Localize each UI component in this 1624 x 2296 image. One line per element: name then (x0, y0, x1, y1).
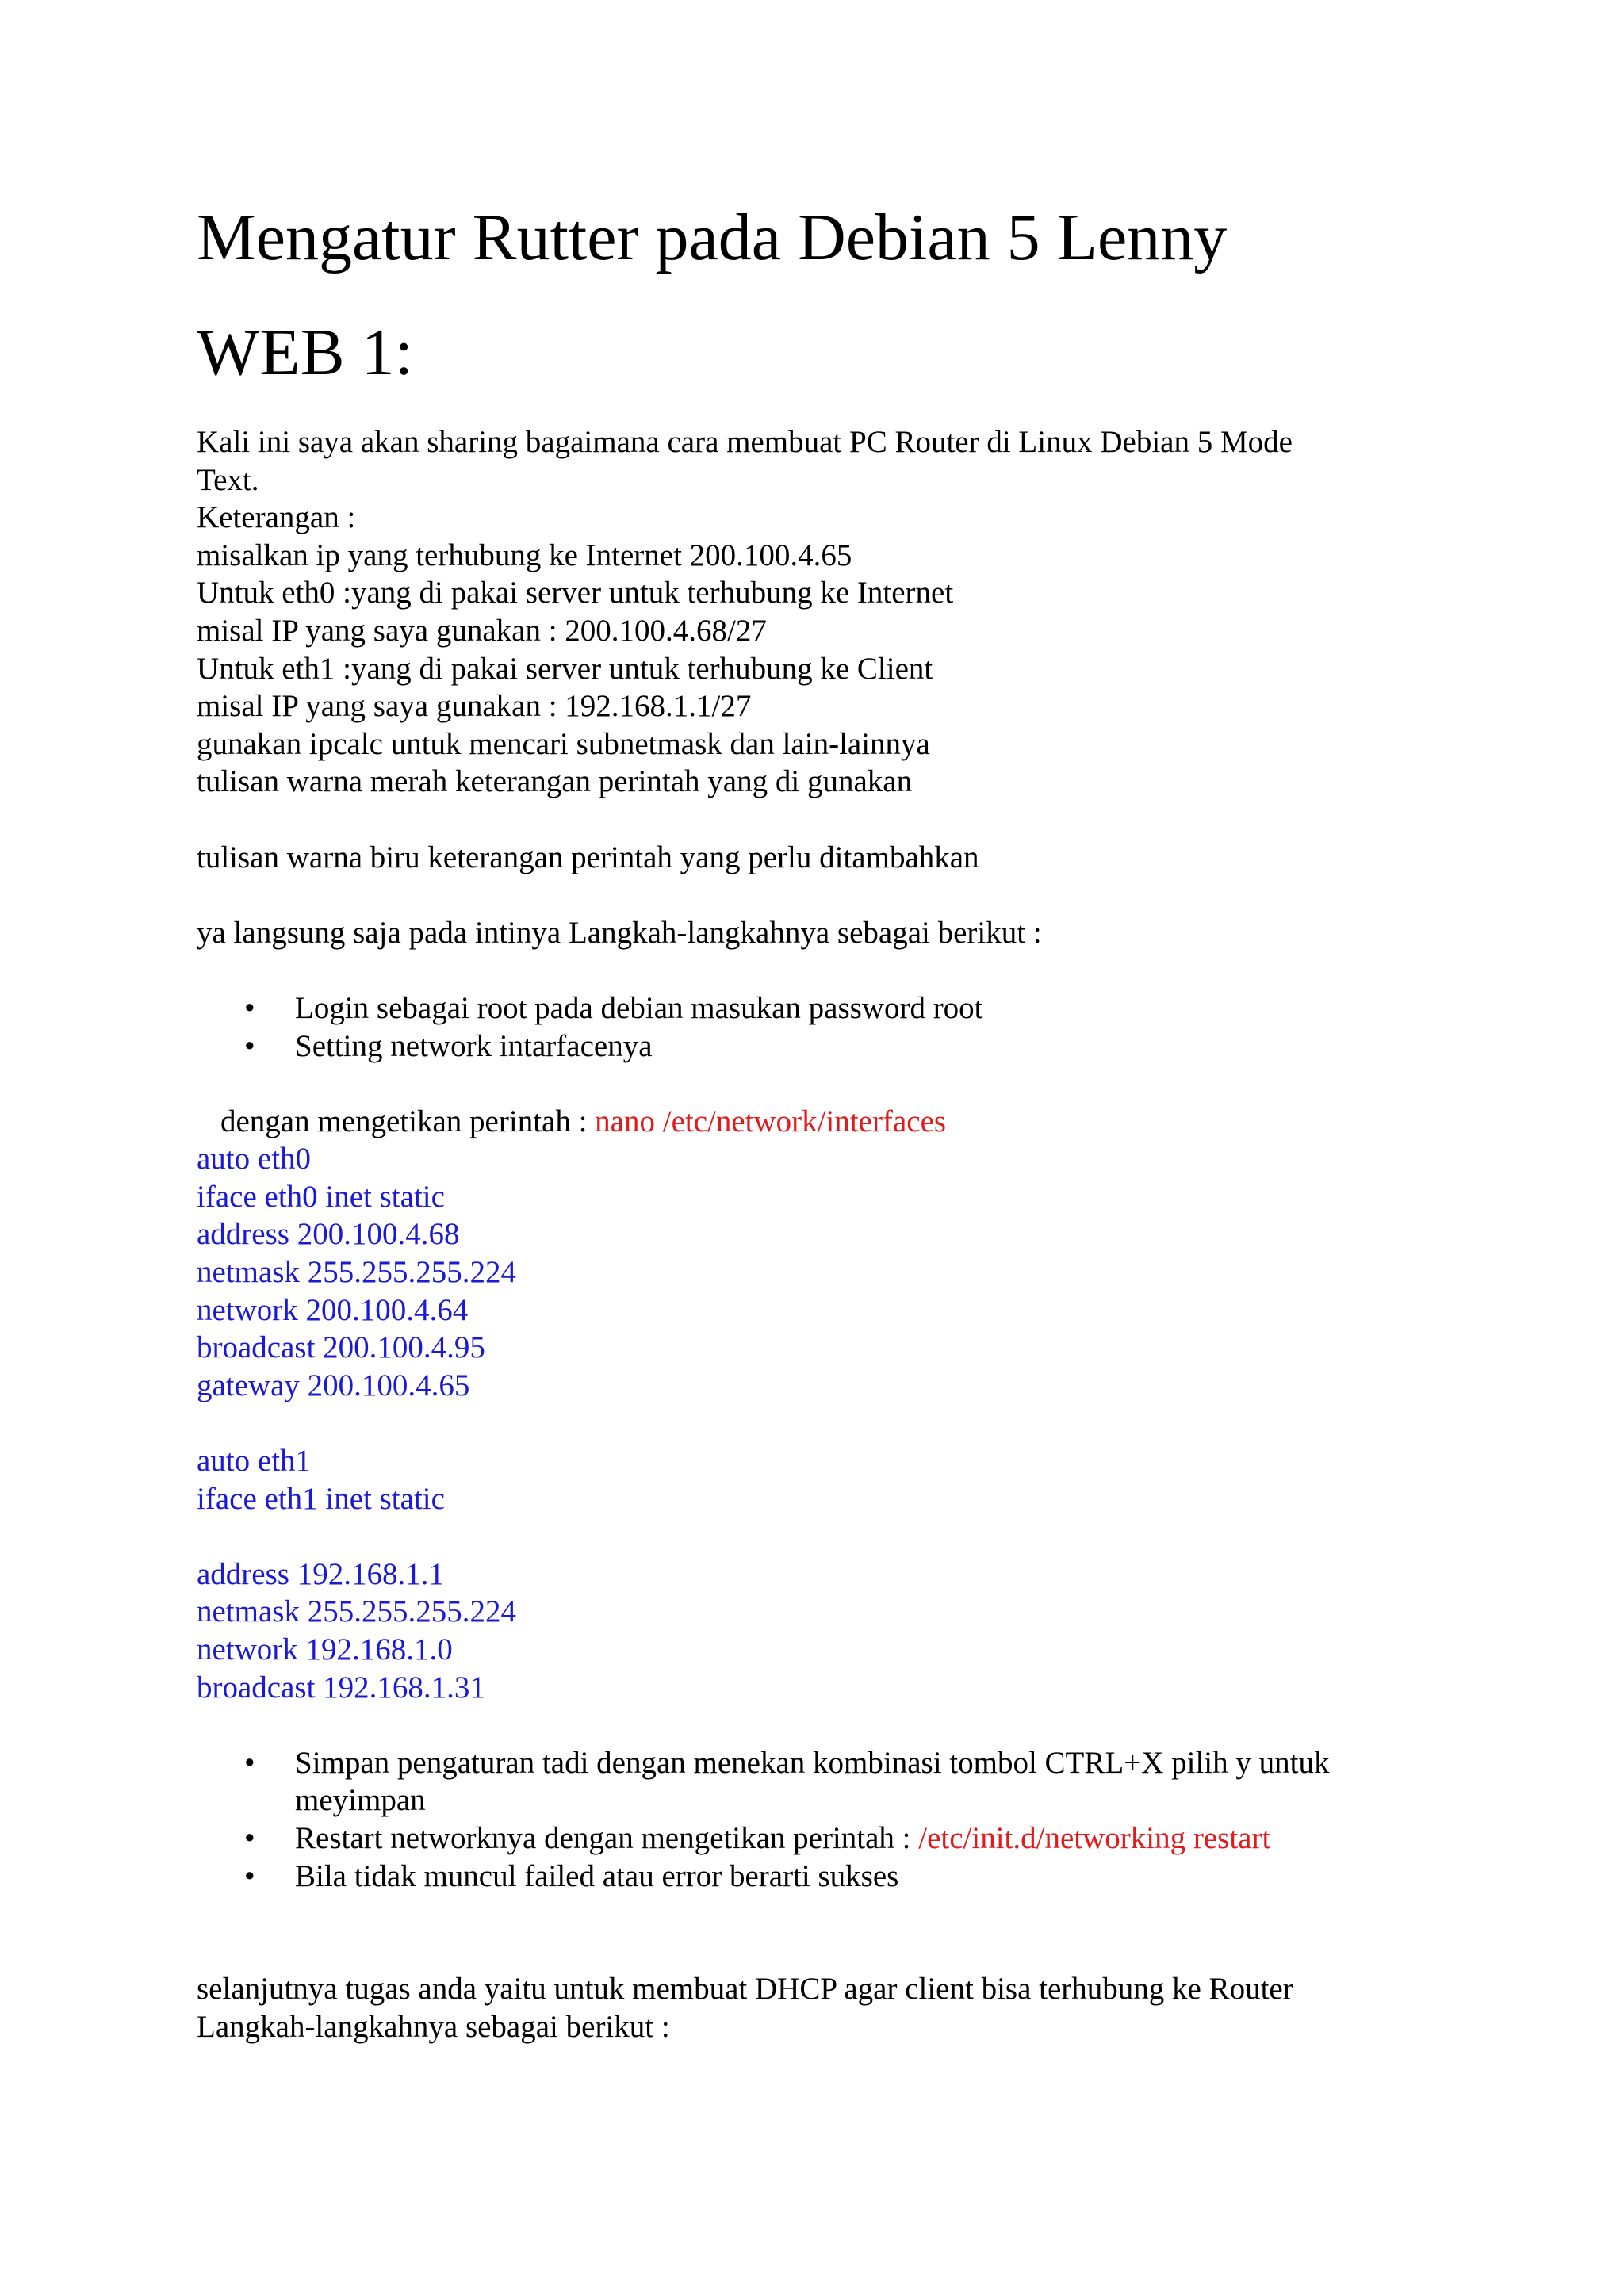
bullet-text: Simpan pengaturan tadi dengan menekan kombinasi tombol CTRL+X pilih y untuk meyimpan (295, 1745, 1330, 1818)
config-line: address 192.168.1.1 (197, 1556, 444, 1591)
config-line: address 200.100.4.68 (197, 1217, 460, 1252)
intro-line: gunakan ipcalc untuk mencari subnetmask dan lain-lainnya (197, 726, 930, 761)
config-line: network 200.100.4.64 (197, 1292, 469, 1327)
bullet-item (197, 1027, 1434, 1066)
config-line: broadcast 192.168.1.31 (197, 1670, 485, 1705)
note-line: tulisan warna biru keterangan perintah yang perlu ditambahkan (197, 840, 979, 874)
bullet-icon: • (244, 990, 255, 1025)
config-line: netmask 255.255.255.224 (197, 1594, 516, 1629)
intro-line: misalkan ip yang terhubung ke Internet 200.100.4.65 (197, 538, 852, 572)
config-line: iface eth1 inet static (197, 1481, 445, 1516)
config-line: netmask 255.255.255.224 (197, 1255, 516, 1290)
intro-line: Keterangan : (197, 500, 356, 535)
config-line: broadcast 200.100.4.95 (197, 1330, 485, 1365)
steps-intro: ya langsung saja pada intinya Langkah-langkahnya sebagai berikut : (197, 915, 1042, 950)
bullet-icon: • (244, 1745, 255, 1780)
bullet-icon: • (244, 1858, 255, 1893)
outro-line: selanjutnya tugas anda yaitu untuk membuat DHCP agar client bisa terhubung ke Router (197, 1972, 1293, 2007)
bullet-list-2 (197, 1744, 1434, 1895)
config-line: auto eth1 (197, 1444, 312, 1479)
bullet-item (197, 1744, 1405, 1820)
bullet-icon: • (244, 1820, 255, 1855)
config-line: auto eth0 (197, 1142, 312, 1177)
bullet-text: Bila tidak muncul failed atau error berarti sukses (295, 1858, 899, 1893)
config-line: iface eth0 inet static (197, 1179, 445, 1214)
bullet-list-1 (197, 989, 1434, 1065)
intro-line: Text. (197, 462, 259, 497)
command-prefix: dengan mengetikan perintah : (220, 1104, 596, 1138)
bullet-item (197, 989, 1434, 1027)
intro-line: tulisan warna merah keterangan perintah yang di gunakan (197, 764, 913, 799)
intro-line: misal IP yang saya gunakan : 200.100.4.68/27 (197, 613, 767, 648)
command-line (197, 1103, 1434, 1141)
bullet-text: Login sebagai root pada debian masukan password root (295, 990, 983, 1025)
bullet-text: Restart networknya dengan mengetikan perintah : (295, 1820, 919, 1855)
restart-command: /etc/init.d/networking restart (918, 1820, 1271, 1855)
config-line: network 192.168.1.0 (197, 1632, 453, 1667)
intro-line: misal IP yang saya gunakan : 192.168.1.1/27 (197, 689, 752, 724)
document-body (197, 423, 1434, 2046)
intro-line: Untuk eth0 :yang di pakai server untuk terhubung ke Internet (197, 576, 954, 610)
intro-line: Kali ini saya akan sharing bagaimana cara membuat PC Router di Linux Debian 5 Mode (197, 425, 1293, 459)
bullet-item (197, 1820, 1434, 1858)
bullet-item (197, 1858, 1434, 1896)
outro-line: Langkah-langkahnya sebagai berikut : (197, 2009, 670, 2044)
bullet-text: Setting network intarfacenya (295, 1028, 653, 1063)
command-red: nano /etc/network/interfaces (595, 1104, 947, 1138)
document-subtitle: WEB 1: (197, 316, 413, 389)
document-title: Mengatur Rutter pada Debian 5 Lenny (197, 201, 1228, 274)
config-line: gateway 200.100.4.65 (197, 1368, 470, 1402)
intro-line: Untuk eth1 :yang di pakai server untuk terhubung ke Client (197, 651, 933, 686)
bullet-icon: • (244, 1028, 255, 1063)
